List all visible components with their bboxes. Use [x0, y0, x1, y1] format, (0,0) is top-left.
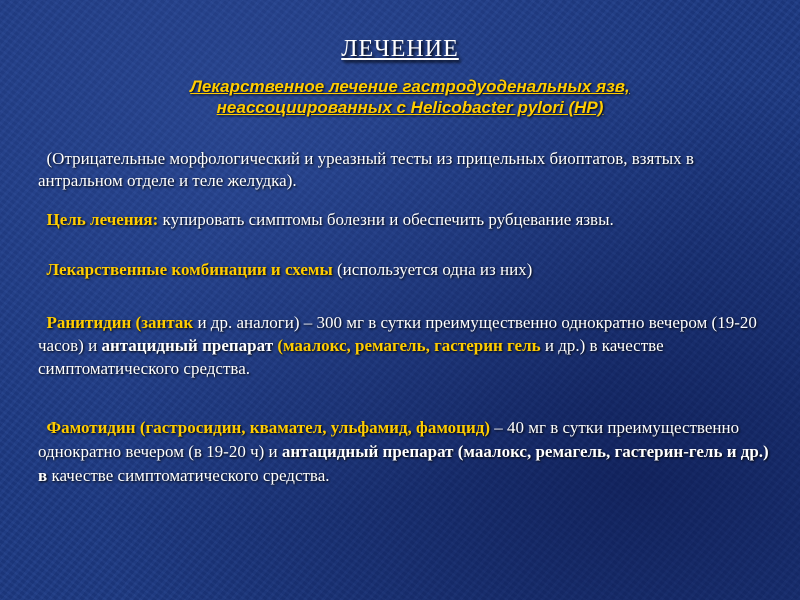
ranitidine-tail: и др.) в качестве симптоматического средства.: [38, 336, 664, 378]
ranitidine-drug: Ранитидин (зантак: [46, 313, 194, 332]
slide-subtitle: [120, 76, 700, 118]
subtitle-line-1: Лекарственное лечение гастродуоденальных язв,: [190, 77, 630, 96]
goal-text: купировать симптомы болезни и обеспечить рубцевание язвы.: [158, 210, 614, 229]
famotidine-paragraph: [38, 416, 778, 488]
ranitidine-antacid: антацидный препарат: [101, 336, 274, 355]
famotidine-tail: качестве симптоматического средства.: [47, 466, 330, 485]
intro-paragraph: (Отрицательные морфологический и уреазный тесты из прицельных биоптатов, взятых в антральном отделе и теле желудка).: [38, 149, 699, 190]
ranitidine-brands: (маалокс, ремагель, гастерин гель: [273, 336, 541, 355]
ranitidine-dose: – 300 мг в сутки преимущественно однократно вечером (19-20 часов) и: [38, 313, 757, 355]
subtitle-line-2: неассоциированных с Helicobacter pylori (НР): [216, 98, 604, 117]
famotidine-drug: Фамотидин (гастросидин, квамател, ульфамид, фамоцид): [46, 418, 491, 437]
goal-paragraph: [38, 209, 778, 231]
ranitidine-analogs: и др. аналоги): [193, 313, 300, 332]
slide-title: ЛЕЧЕНИЕ: [341, 36, 459, 62]
combos-text: (используется одна из них): [332, 260, 533, 279]
combos-paragraph: [38, 259, 778, 281]
ranitidine-paragraph: [38, 311, 778, 380]
famotidine-antacid: антацидный препарат (маалокс, ремагель, гастерин-гель и др.) в: [38, 442, 769, 485]
famotidine-dose: – 40 мг в сутки преимущественно однократно вечером (в 19-20 ч) и: [38, 418, 740, 461]
combos-label: Лекарственные комбинации и схемы: [46, 260, 333, 279]
goal-label: Цель лечения:: [46, 210, 159, 229]
